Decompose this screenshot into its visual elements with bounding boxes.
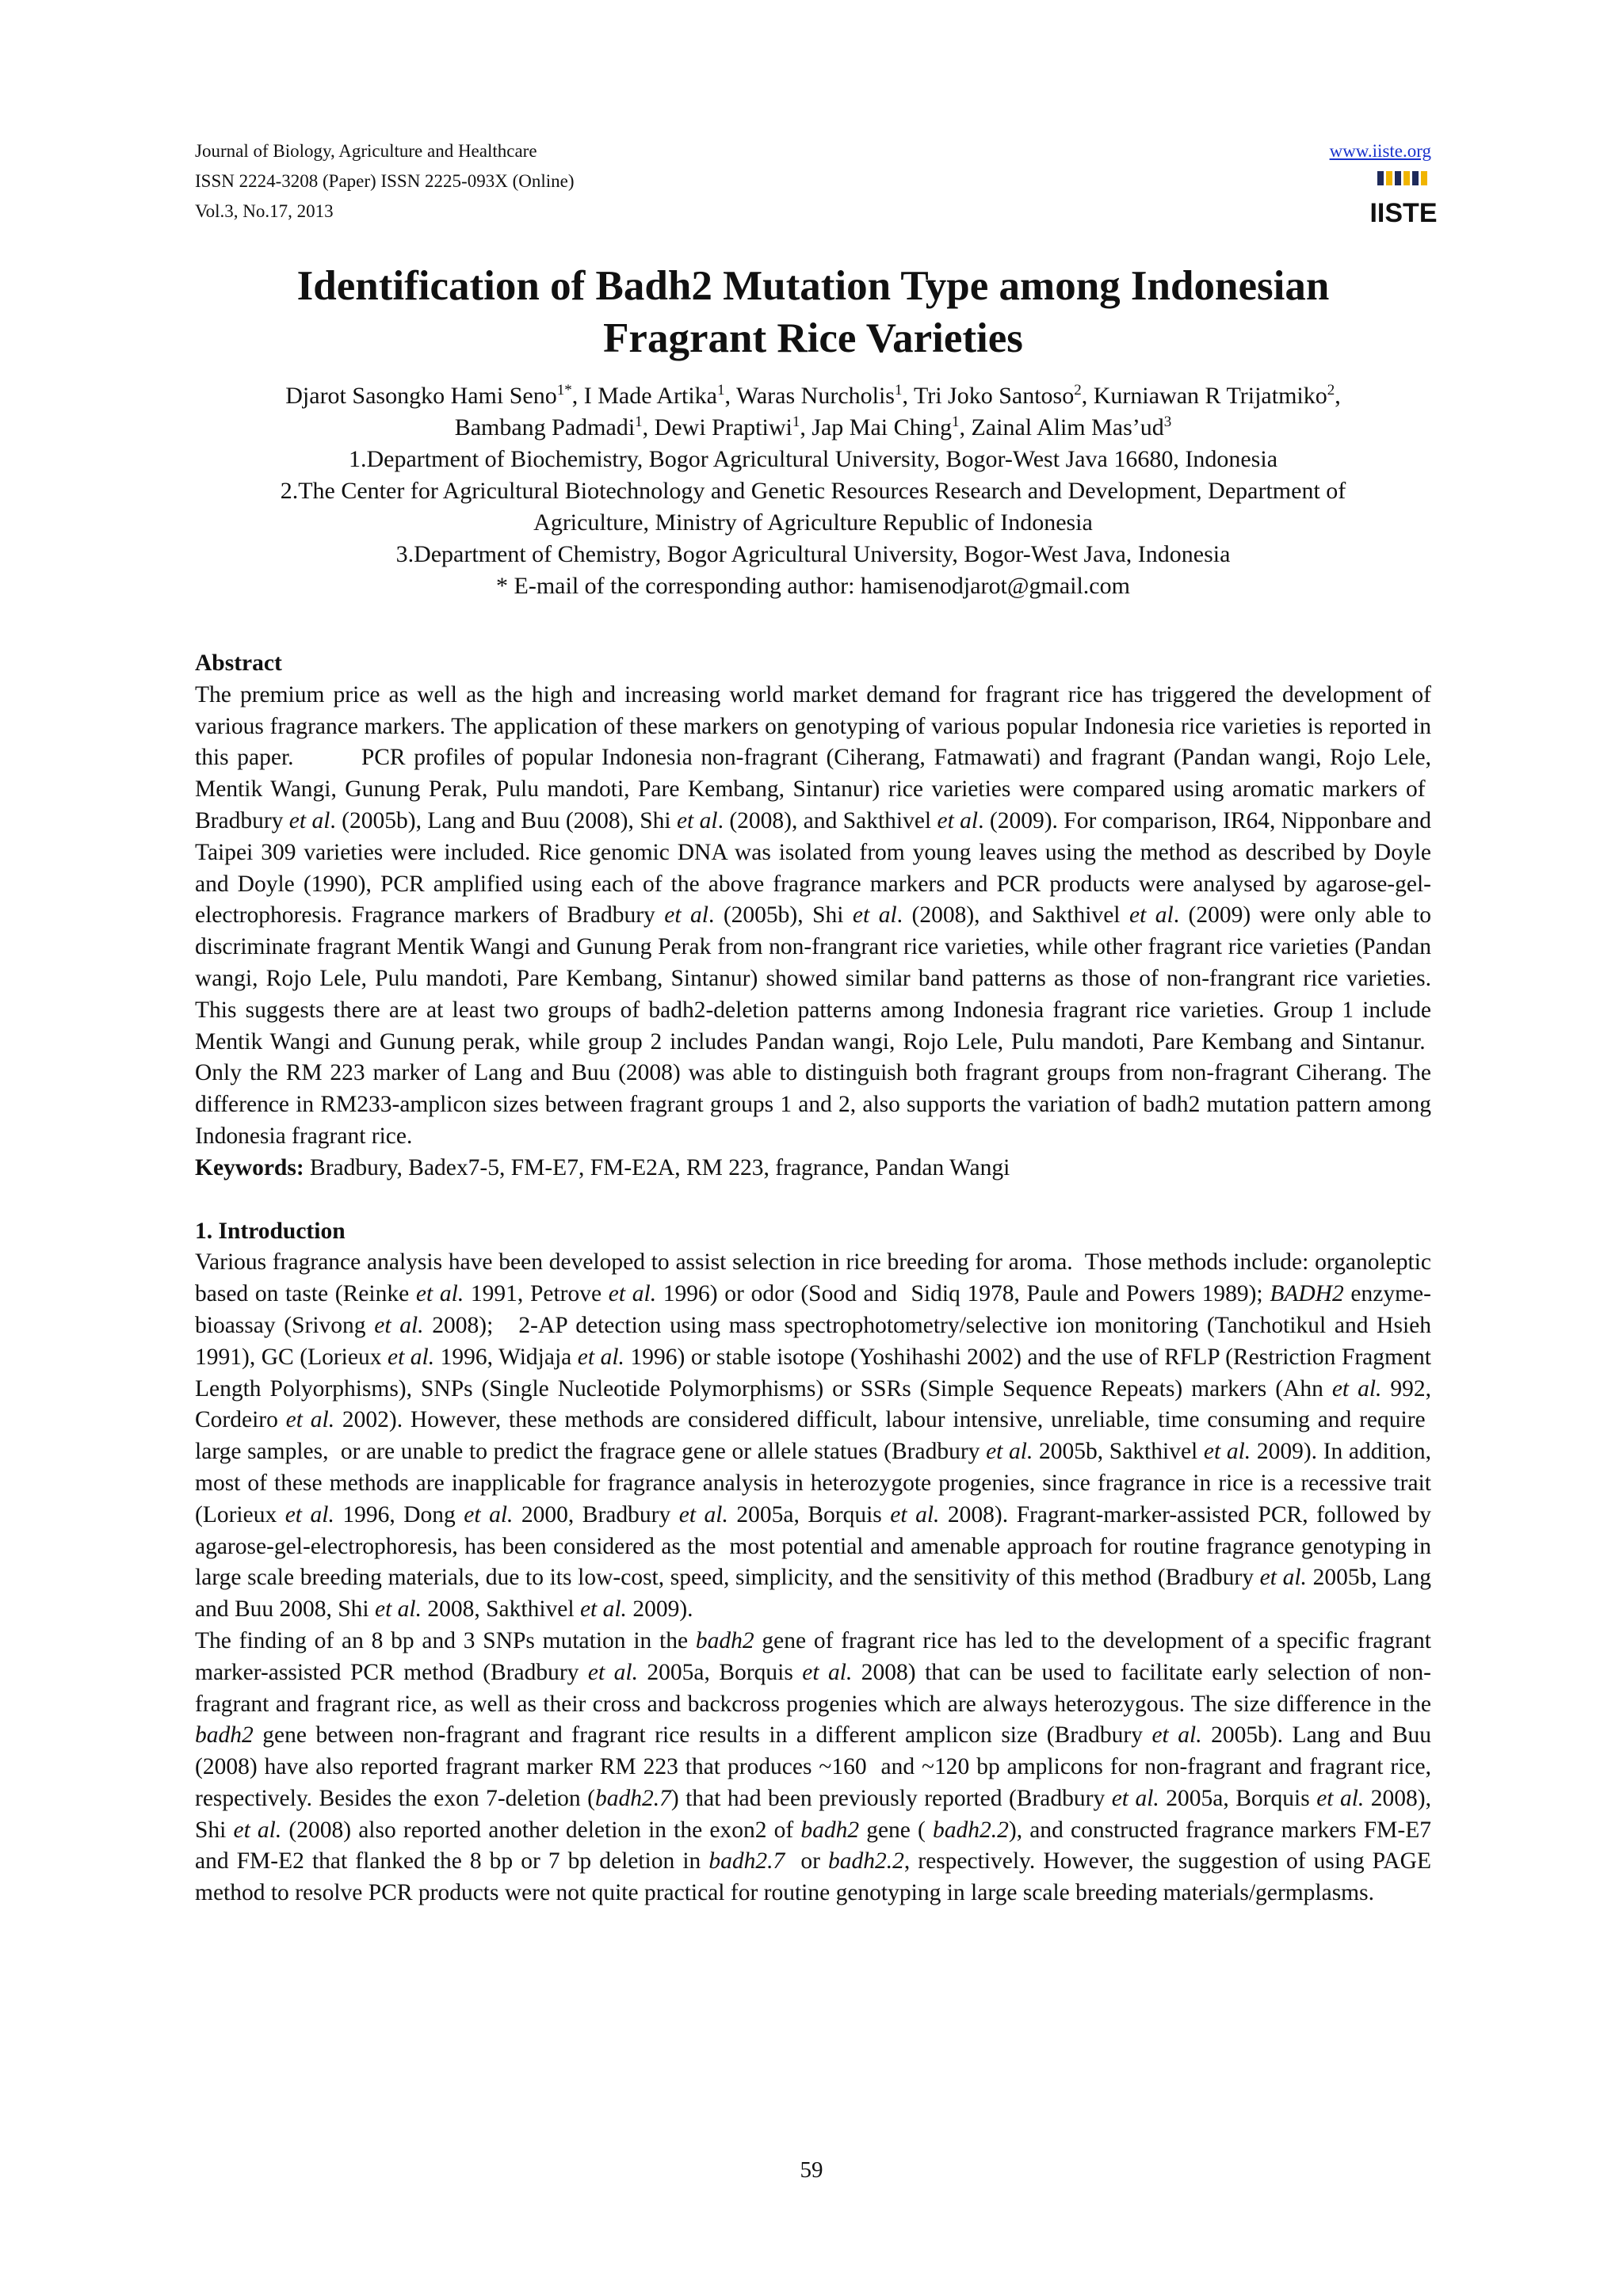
italic-run: badh2 <box>695 1627 754 1653</box>
section-spacer <box>195 1184 1431 1216</box>
title-line-1: Identification of Badh2 Mutation Type among Indonesian <box>296 263 1330 309</box>
italic-run: et al. <box>1316 1785 1365 1811</box>
italic-run: et al. <box>678 1501 728 1527</box>
introduction-heading: 1. Introduction <box>195 1218 346 1244</box>
author-affil-mark: 1 <box>635 414 643 430</box>
text-run: The finding of an 8 bp and 3 SNPs mutation in the <box>195 1627 696 1653</box>
running-header <box>195 136 1438 231</box>
italic-run: et al. <box>587 1659 638 1685</box>
text-run: 2005a, Borquis <box>727 1501 891 1527</box>
text-run: . (2005b), Lang and Buu (2008), Shi <box>330 807 677 833</box>
italic-run: et al. <box>464 1501 514 1527</box>
affiliation-2: 2.The Center for Agricultural Biotechnology and Genetic Resources Research and Development, Department of <box>280 478 1346 504</box>
text-run: . (2008), and Sakthivel <box>717 807 938 833</box>
author-name: , Waras Nurcholis <box>724 383 895 409</box>
journal-url-link[interactable]: www.iiste.org <box>1329 141 1431 161</box>
paper-body <box>195 648 1431 1909</box>
italic-run: et al <box>288 807 330 833</box>
text-run: enzyme-bioassay (Srivong <box>195 1281 1431 1338</box>
affiliation-2-cont: Agriculture, Ministry of Agriculture Republic of Indonesia <box>533 509 1093 536</box>
italic-run: badh2.7 <box>708 1848 785 1875</box>
text-run: 2009). In addition, most of these methods are inapplicable for fragrance analysis in heterozygote progenies, since fragrance in rice is a recessive trait (Lorieux <box>195 1439 1431 1527</box>
italic-run: et al <box>937 807 979 833</box>
text-run: 1996) or odor (Sood and Sidiq 1978, Paule and Powers 1989); <box>656 1281 1270 1307</box>
text-run: 2008) that can be used to facilitate early selection of non-fragrant and fragrant rice, as well as their cross and backcross progenies which are always heterozygous. The size difference in the <box>195 1659 1431 1717</box>
text-run: 2000, Bradbury <box>513 1501 679 1527</box>
iiste-logo <box>1369 168 1438 228</box>
author-line-2 <box>195 412 1431 444</box>
keywords-label: Keywords: <box>195 1154 304 1180</box>
italic-run: et al. <box>608 1281 657 1307</box>
italic-run: BADH2 <box>1270 1281 1344 1307</box>
italic-run: et al. <box>1151 1722 1202 1749</box>
italic-run: et al. <box>1203 1439 1251 1465</box>
italic-run: et al <box>852 902 897 929</box>
italic-run: badh2.2 <box>827 1848 904 1875</box>
italic-run: et al. <box>285 1407 335 1433</box>
text-run: 2005b, Lang and Buu 2008, Shi <box>195 1565 1431 1623</box>
author-name: , Kurniawan R Trijatmiko <box>1081 383 1327 409</box>
author-separator: , <box>1335 383 1341 409</box>
italic-run: badh2.7 <box>595 1785 671 1811</box>
text-run: gene ( <box>859 1817 934 1843</box>
italic-run: badh2 <box>800 1817 860 1843</box>
abstract-heading: Abstract <box>195 650 282 676</box>
author-affil-mark: 1 <box>792 414 800 430</box>
text-run: (2008) also reported another deletion in the exon2 of <box>281 1817 801 1843</box>
text-run: 2008); 2-AP detection using mass spectrophotometry/selective ion monitoring (Tanchotikul and Hsieh 1991), GC (Lorieux <box>195 1312 1431 1370</box>
issn-line: ISSN 2224-3208 (Paper) ISSN 2225-093X (Online) <box>195 171 575 191</box>
italic-run: et al. <box>890 1501 940 1527</box>
italic-run: et al. <box>1111 1785 1159 1811</box>
text-run: Various fragrance analysis have been developed to assist selection in rice breeding for aroma. Those methods include: organoleptic based on taste (Reinke <box>195 1249 1431 1307</box>
italic-run: badh2 <box>195 1722 254 1749</box>
author-name: , Tri Joko Santoso <box>902 383 1075 409</box>
text-run: . (2005b), Shi <box>708 902 853 929</box>
author-affil-mark: 1 <box>894 382 903 399</box>
author-name: , I Made Artika <box>571 383 717 409</box>
text-run: . (2009). For comparison, IR64, Nipponbare and Taipei 309 varieties were included. Rice genomic DNA was isolated from young leaves using the method as described by Doyle and Doyle (1990), PCR amplified using each of the above fragrance markers and PCR products were analysed by agarose-gel-electrophoresis. Fragrance markers of Bradbury <box>195 807 1432 929</box>
text-run: gene between non-fragrant and fragrant rice results in a different amplicon size (Bradbury <box>253 1722 1152 1749</box>
italic-run: et al. <box>579 1596 627 1623</box>
author-affil-mark: 3 <box>1163 414 1172 430</box>
author-affil-mark: 2 <box>1327 382 1335 399</box>
text-run: 1996, Dong <box>334 1501 464 1527</box>
italic-run: et al. <box>415 1281 464 1307</box>
text-run: . (2008), and Sakthivel <box>896 902 1129 929</box>
text-run: 2005a, Borquis <box>637 1659 803 1685</box>
volume-line: Vol.3, No.17, 2013 <box>195 201 334 221</box>
text-run: , respectively. However, the suggestion of using PAGE method to resolve PCR products were not quite practical for routine genotyping in large scale breeding materials/germplasms. <box>195 1848 1431 1906</box>
text-run: 2008). Fragrant-marker-assisted PCR, followed by agarose-gel-electrophoresis, has been considered as the most potential and amenable approach for routine fragrance genotyping in large scale breeding materials, due to its low-cost, speed, simplicity, and the sensitivity of this method (Bradbury <box>195 1501 1431 1591</box>
italic-run: et al <box>1128 902 1174 929</box>
author-affil-mark: 2 <box>1074 382 1082 399</box>
affiliation-3: 3.Department of Chemistry, Bogor Agricultural University, Bogor-West Java, Indonesia <box>395 541 1231 567</box>
text-run: The premium price as well as the high and increasing world market demand for fragrant rice has triggered the development of various fragrance markers. The application of these markers on genotyping of various popular Indonesia rice varieties is reported in this paper. PCR profiles of popular Indonesia non-fragrant (Ciherang, Fatmawati) and fragrant (Pandan wangi, Rojo Lele, Mentik Wangi, Gunung Perak, Pulu mandoti, Pare Kembang, Sintanur) rice varieties were compared using aromatic markers of Bradbury <box>195 681 1431 833</box>
text-run: ) that had been previously reported (Bradbury <box>670 1785 1112 1811</box>
text-run: 2008), Shi <box>195 1785 1431 1843</box>
journal-name: Journal of Biology, Agriculture and Healthcare <box>195 141 537 161</box>
author-name: Bambang Padmadi <box>454 414 636 441</box>
abstract-paragraph <box>195 680 1431 1153</box>
text-run: 1996, Widjaja <box>434 1344 578 1370</box>
affiliation-1: 1.Department of Biochemistry, Bogor Agricultural University, Bogor-West Java 16680, Indonesia <box>348 446 1278 472</box>
italic-run: et al. <box>1259 1565 1307 1591</box>
author-name: , Jap Mai Ching <box>800 414 952 441</box>
text-run: 2005a, Borquis <box>1159 1785 1317 1811</box>
intro-paragraph-1 <box>195 1247 1431 1626</box>
text-run: or <box>785 1848 828 1875</box>
corresponding-email: * E-mail of the corresponding author: hamisenodjarot@gmail.com <box>496 573 1130 599</box>
italic-run: et al. <box>375 1596 422 1623</box>
text-run: . (2009) were only able to discriminate fragrant Mentik Wangi and Gunung Perak from non-frangrant rice varieties, while other fragrant rice varieties (Pandan wangi, Rojo Lele, Pulu mandoti, Pare Kembang, Sintanur) showed similar band patterns as those of non-frangrant rice varieties. This suggests there are at least two groups of badh2-deletion patterns among Indonesia fragrant rice varieties. Group 1 include Mentik Wangi and Gunung perak, while group 2 includes Pandan wangi, Rojo Lele, Pulu mandoti, Pare Kembang and Sintanur. Only the RM 223 marker of Lang and Buu (2008) was able to distinguish both fragrant groups from non-fragrant Ciherang. The difference in RM233-amplicon sizes between fragrant groups 1 and 2, also supports the variation of badh2 mutation pattern among Indonesia fragrant rice. <box>195 902 1431 1149</box>
author-affil-mark: 1 <box>717 382 725 399</box>
logo-text: IISTE <box>1369 198 1438 228</box>
author-affil-mark: 1* <box>556 382 572 399</box>
keywords-line <box>195 1153 1431 1184</box>
italic-run: et al. <box>285 1501 334 1527</box>
text-run: ), and constructed fragrance markers FM-E7 and FM-E2 that flanked the 8 bp or 7 bp deletion in <box>195 1817 1431 1875</box>
author-block <box>195 380 1431 602</box>
title-line-2: Fragrant Rice Varieties <box>603 315 1023 361</box>
paper-title <box>195 260 1431 364</box>
italic-run: et al <box>664 902 708 929</box>
italic-run: et al. <box>387 1344 435 1370</box>
keywords-list: Bradbury, Badex7-5, FM-E7, FM-E2A, RM 223, fragrance, Pandan Wangi <box>304 1154 1010 1180</box>
italic-run: et al. <box>802 1659 853 1685</box>
italic-run: et al. <box>577 1344 624 1370</box>
author-line-1 <box>195 380 1431 412</box>
italic-run: et al <box>676 807 718 833</box>
italic-run: et al. <box>233 1817 282 1843</box>
italic-run: et al. <box>986 1439 1033 1465</box>
text-run: 1991, Petrove <box>464 1281 609 1307</box>
page-number: 59 <box>800 2157 823 2183</box>
text-run: 2009). <box>626 1596 693 1623</box>
text-run: 2005b, Sakthivel <box>1033 1439 1204 1465</box>
text-run: gene of fragrant rice has led to the development of a specific fragrant marker-assisted PCR method (Bradbury <box>195 1627 1431 1685</box>
author-name: Djarot Sasongko Hami Seno <box>285 383 557 409</box>
text-run: 992, Cordeiro <box>195 1375 1432 1433</box>
text-run: 2002). However, these methods are considered difficult, labour intensive, unreliable, time consuming and require large samples, or are unable to predict the fragrace gene or allele statues (Bradbury <box>195 1407 1431 1465</box>
text-run: 2005b). Lang and Buu (2008) have also reported fragrant marker RM 223 that produces ~160 and ~120 bp amplicons for non-fragrant and fragrant rice, respectively. Besides the exon 7-deletion ( <box>195 1722 1431 1811</box>
text-run: 1996) or stable isotope (Yoshihashi 2002) and the use of RFLP (Restriction Fragment Length Polyorphisms), SNPs (Single Nucleotide Polymorphisms) or SSRs (Simple Sequence Repeats) markers (Ahn <box>195 1344 1431 1402</box>
text-run: 2008, Sakthivel <box>422 1596 580 1623</box>
author-affil-mark: 1 <box>951 414 960 430</box>
italic-run: et al. <box>374 1312 424 1338</box>
intro-paragraph-2 <box>195 1626 1431 1909</box>
author-name: , Zainal Alim Mas’ud <box>959 414 1164 441</box>
author-name: , Dewi Praptiwi <box>642 414 792 441</box>
italic-run: badh2.2 <box>933 1817 1009 1843</box>
italic-run: et al. <box>1331 1375 1382 1402</box>
